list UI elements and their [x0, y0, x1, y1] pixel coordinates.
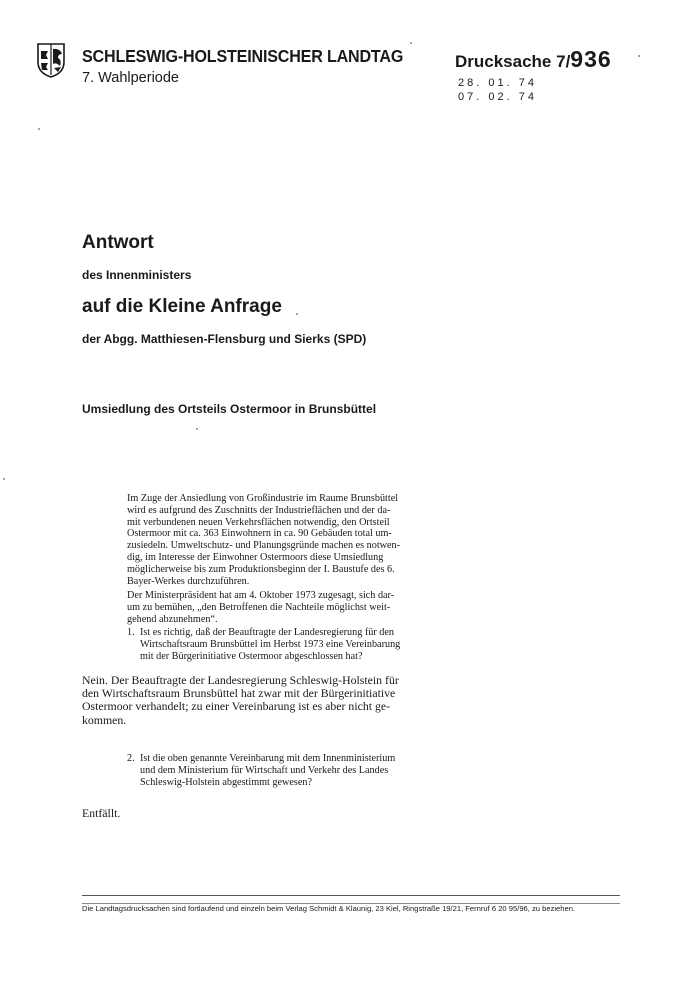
- drucksache-label: Drucksache 7/: [455, 52, 571, 71]
- date-line-2: 07. 02. 74: [458, 91, 537, 103]
- document-heading: auf die Kleine Anfrage: [82, 296, 282, 317]
- date-line-1: 28. 01. 74: [458, 77, 537, 89]
- question-2: [127, 753, 395, 788]
- scan-speck: [296, 313, 298, 315]
- text-line: Ostermoor verhandelt; zu einer Vereinbarung ist es aber nicht ge-: [82, 699, 391, 714]
- question-number: 2.: [127, 753, 135, 764]
- answer-2: Entfällt.: [82, 806, 121, 820]
- text-line: und dem Ministerium für Wirtschaft und Verkehr des Landes: [140, 764, 389, 776]
- scan-speck: [196, 428, 198, 430]
- scan-speck: [38, 128, 40, 130]
- text-line: zusiedeln. Umweltschutz- und Planungsgründe machen es notwen-: [127, 540, 401, 552]
- text-line: Ist die oben genannte Vereinbarung mit dem Innenministerium: [140, 753, 396, 764]
- text-line: Nein. Der Beauftragte der Landesregierung Schleswig-Holstein für: [82, 673, 399, 687]
- text-line: um zu bemühen, „den Betroffenen die Nachteile möglichst weit-: [127, 601, 391, 613]
- text-line: Bayer-Werkes durchzuführen.: [127, 575, 250, 587]
- drucksache-value: 936: [570, 46, 612, 72]
- coat-of-arms-icon: [36, 42, 66, 78]
- answer-1: [82, 674, 399, 727]
- text-line: möglicherweise bis zum Produktionsbeginn der I. Baustufe des 6.: [127, 563, 395, 575]
- text-line: Ist es richtig, daß der Beauftragte der Landesregierung für den: [140, 627, 395, 638]
- text-line: Wirtschaftsraum Brunsbüttel im Herbst 1973 eine Vereinbarung: [140, 638, 401, 650]
- question-1: [127, 627, 400, 662]
- text-line: Schleswig-Holstein abgestimmt gewesen?: [140, 776, 313, 788]
- text-line: mit der Bürgerinitiative Ostermoor abgeschlossen hat?: [140, 650, 363, 662]
- document-title: Antwort: [82, 232, 154, 253]
- question-number: 1.: [127, 627, 135, 638]
- scan-speck: [410, 42, 412, 44]
- parliament-name: SCHLESWIG-HOLSTEINISCHER LANDTAG: [82, 46, 404, 66]
- text-line: dig, im Interesse der Einwohner Ostermoors diese Umsiedlung: [127, 551, 384, 563]
- text-line: Ostermoor mit ca. 363 Einwohnern in ca. 90 Gebäuden total um-: [127, 528, 392, 540]
- text-line: wird es aufgrund des Zuschnitts der Industrieflächen und der da-: [127, 504, 391, 516]
- subject-line: Umsiedlung des Ortsteils Ostermoor in Brunsbüttel: [82, 402, 377, 416]
- text-line: Der Ministerpräsident hat am 4. Oktober 1973 zugesagt, sich dar-: [127, 590, 395, 601]
- intro-paragraph-2: [127, 590, 394, 625]
- footer-divider: [82, 895, 620, 896]
- scan-speck: [638, 55, 640, 57]
- intro-paragraph: [127, 493, 400, 587]
- drucksache-number: [455, 46, 612, 73]
- legislative-period: 7. Wahlperiode: [82, 70, 179, 86]
- askers-line: der Abgg. Matthiesen-Flensburg und Sierks (SPD): [82, 332, 367, 346]
- text-line: den Wirtschaftsraum Brunsbüttel hat zwar mit der Bürgerinitiative: [82, 686, 396, 701]
- text-line: mit verbundenen neuen Verkehrsflächen notwendig, den Ortsteil: [127, 516, 390, 528]
- text-line: Im Zuge der Ansiedlung von Großindustrie im Raume Brunsbüttel: [127, 493, 399, 504]
- text-line: gehend abzunehmen“.: [127, 613, 218, 625]
- text-line: kommen.: [82, 712, 127, 727]
- footer-note: Die Landtagsdrucksachen sind fortlaufend und einzeln beim Verlag Schmidt & Klaunig, 23 Kiel, Ringstraße 19/21, Fernruf 6 20 95/96, zu beziehen.: [82, 904, 576, 913]
- scan-speck: [3, 478, 5, 480]
- document-subtitle: des Innenministers: [82, 268, 192, 282]
